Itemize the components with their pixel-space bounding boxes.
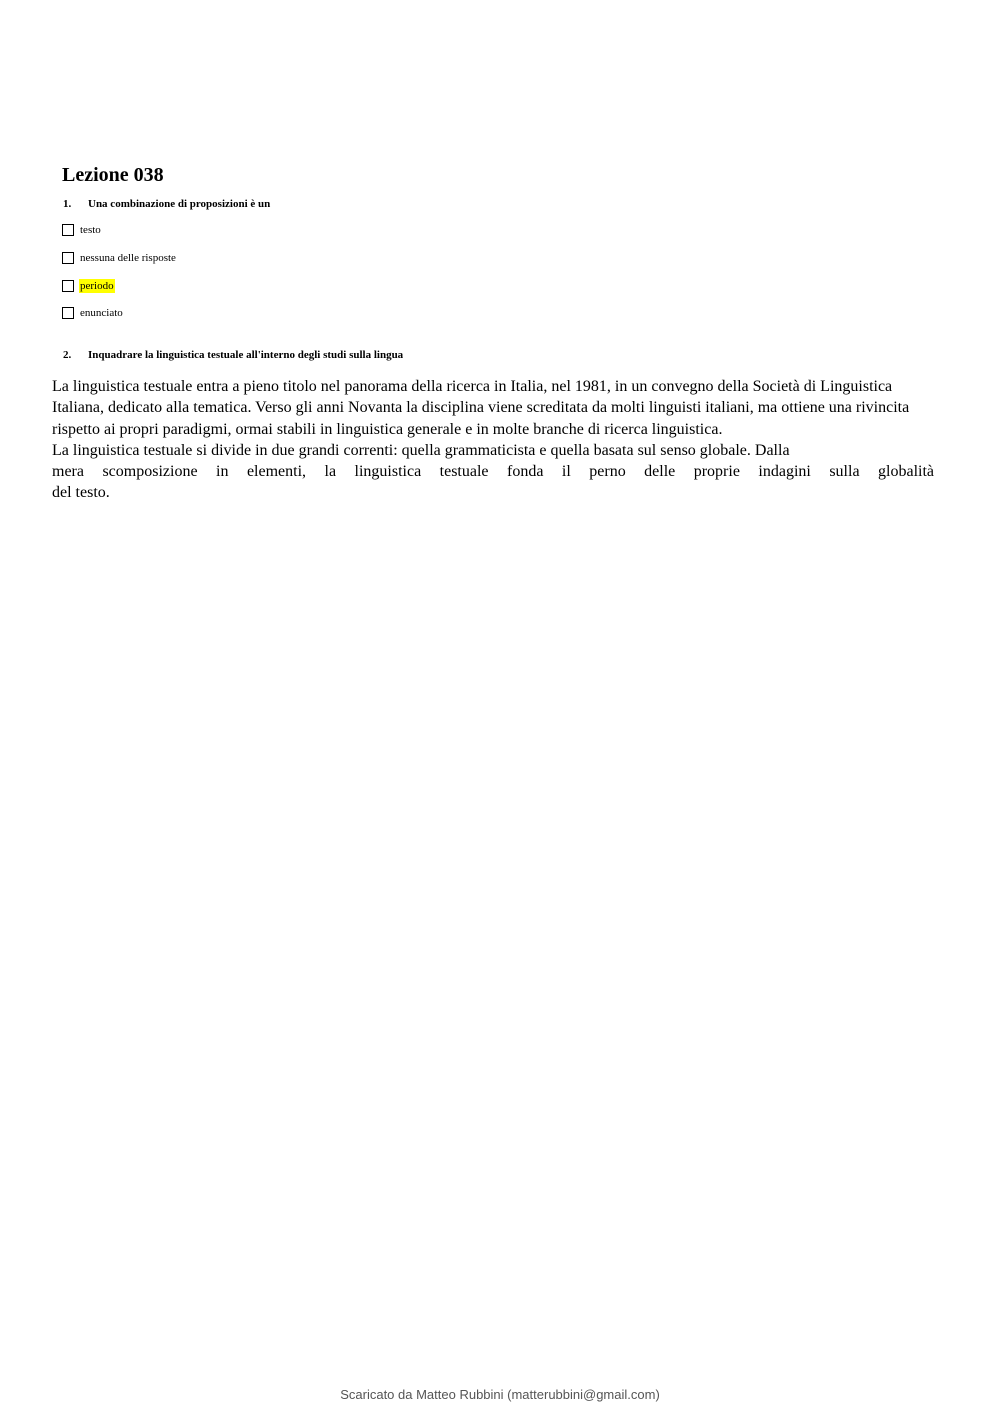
- question-1-text: Una combinazione di proposizioni è un: [88, 198, 271, 210]
- question-1-number: 1.: [63, 198, 72, 210]
- question-2-number: 2.: [63, 349, 72, 361]
- checkbox-enunciato[interactable]: [62, 307, 74, 319]
- option-label-testo: testo: [80, 224, 101, 236]
- question-2: [63, 348, 403, 362]
- answer-paragraph-2-line-2: mera scomposizione in elementi, la linguistica testuale fonda il perno delle proprie indagini sulla globalità: [52, 463, 934, 481]
- answer-paragraph-2-line-1: La linguistica testuale si divide in due grandi correnti: quella grammaticista e quella basata sul senso globale. Dalla: [52, 441, 790, 459]
- option-label-periodo-highlighted: periodo: [80, 280, 114, 292]
- option-label-enunciato: enunciato: [80, 307, 123, 319]
- option-periodo[interactable]: [62, 278, 115, 294]
- download-footer: Scaricato da Matteo Rubbini (matterubbini@gmail.com): [340, 1387, 660, 1402]
- checkbox-periodo[interactable]: [62, 280, 74, 292]
- option-nessuna-delle-risposte[interactable]: [62, 250, 176, 266]
- checkbox-testo[interactable]: [62, 224, 74, 236]
- answer-paragraph-1: La linguistica testuale entra a pieno titolo nel panorama della ricerca in Italia, nel 1981, in un convegno della Società di Linguistica Italiana, dedicato alla tematica. Verso gli anni Novanta la disciplina viene screditata da molti linguisti italiani, ma ottiene una rivincita rispetto ai propri paradigmi, ormai stabili in linguistica generale e in molte branche di ricerca linguistica.: [52, 378, 910, 438]
- option-testo[interactable]: [62, 222, 101, 238]
- option-enunciato[interactable]: [62, 305, 123, 321]
- lesson-title: Lezione 038: [62, 164, 164, 186]
- checkbox-nessuna-delle-risposte[interactable]: [62, 252, 74, 264]
- answer-paragraph-2-line-3: del testo.: [52, 484, 110, 502]
- question-2-text: Inquadrare la linguistica testuale all'interno degli studi sulla lingua: [88, 349, 404, 361]
- question-2-answer: [52, 376, 934, 504]
- option-label-nessuna-delle-risposte: nessuna delle risposte: [80, 252, 176, 264]
- question-1: [63, 197, 270, 211]
